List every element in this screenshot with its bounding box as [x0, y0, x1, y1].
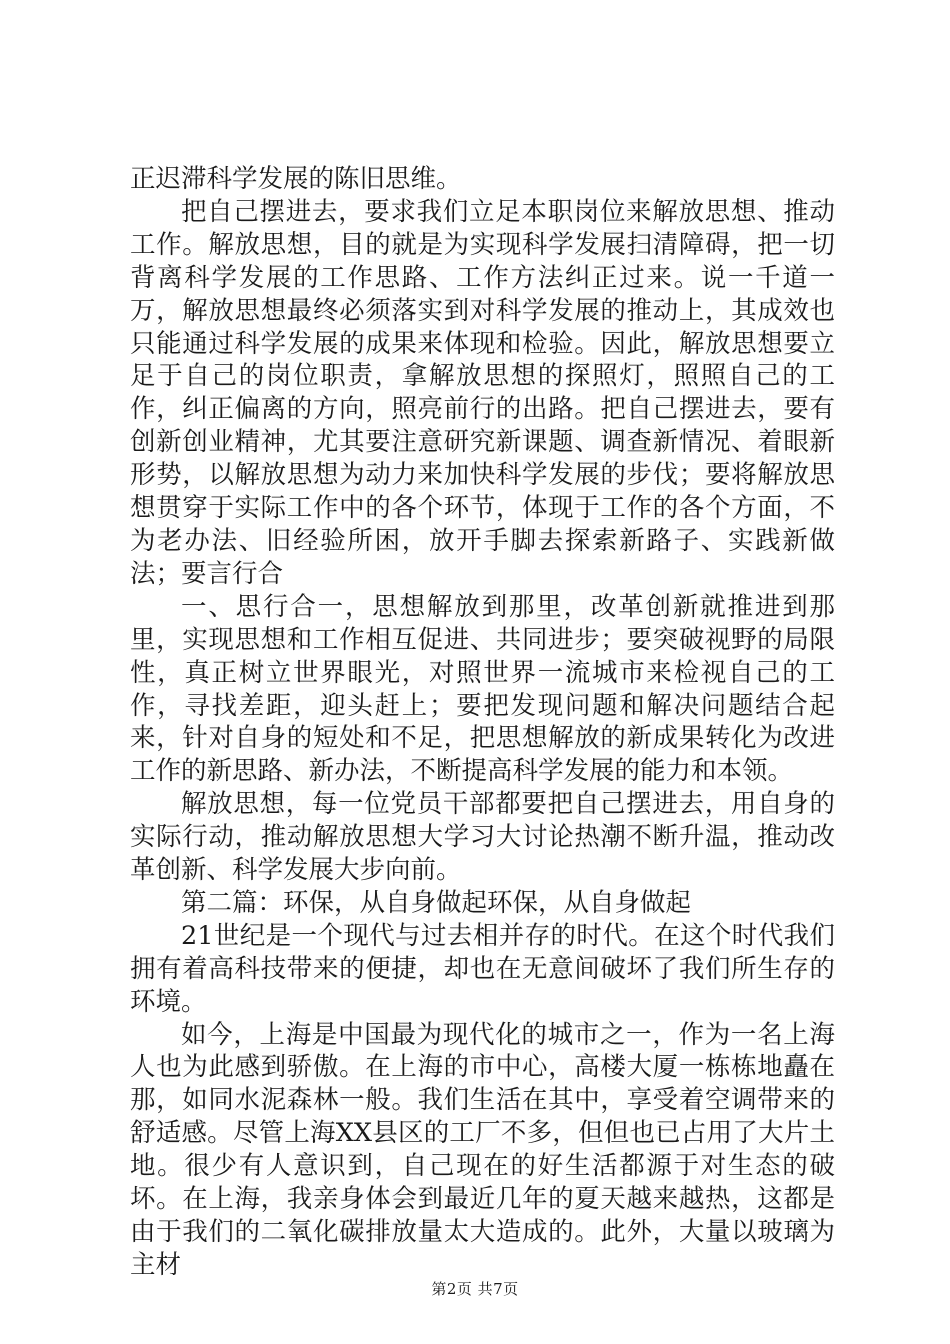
page-number-footer: 第2页 共7页: [431, 1280, 519, 1298]
paragraph-continuation: 正迟滞科学发展的陈旧思维。: [130, 164, 462, 194]
paragraph: 一、思行合一，思想解放到那里，改革创新就推进到那里，实现思想和工作相互促进、共同进步；要突破视野的局限性，真正树立世界眼光，对照世界一流城市来检视自己的工作，寻找差距，迎头赶上；要把发现问题和解决问题结合起来，针对自身的短处和不足，把思想解放的新成果转化为改进工作的新思路、新办法，不断提高科学发展的能力和本领。: [130, 591, 835, 787]
section-heading: 第二篇：环保，从自身做起环保，从自身做起: [181, 887, 692, 918]
document-body: [130, 163, 835, 1282]
paragraph: 解放思想，每一位党员干部都要把自己摆进去，用自身的实际行动，推动解放思想大学习大讨论热潮不断升温，推动改革创新、科学发展大步向前。: [130, 789, 835, 886]
paragraph: 把自己摆进去，要求我们立足本职岗位来解放思想、推动工作。解放思想，目的就是为实现科学发展扫清障碍，把一切背离科学发展的工作思路、工作方法纠正过来。说一千道一万，解放思想最终必须落实到对科学发展的推动上，其成效也只能通过科学发展的成果来体现和检验。因此，解放思想要立足于自己的岗位职责，拿解放思想的探照灯，照照自己的工作，纠正偏离的方向，照亮前行的出路。把自己摆进去，要有创新创业精神，尤其要注意研究新课题、调查新情况、着眼新形势，以解放思想为动力来加快科学发展的步伐；要将解放思想贯穿于实际工作中的各个环节，体现于工作的各个方面，不为老办法、旧经验所困，放开手脚去探索新路子、实践新做法；要言行合: [130, 196, 835, 589]
paragraph: 21世纪是一个现代与过去相并存的时代。在这个时代我们拥有着高科技带来的便捷，却也在无意间破坏了我们所生存的环境。: [130, 920, 835, 1017]
paragraph: 如今，上海是中国最为现代化的城市之一，作为一名上海人也为此感到骄傲。在上海的市中心，高楼大厦一栋栋地矗在那，如同水泥森林一般。我们生活在其中，享受着空调带来的舒适感。尽管上海XX县区的工厂不多，但但也已占用了大片土地。很少有人意识到，自己现在的好生活都源于对生态的破坏。在上海，我亲身体会到最近几年的夏天越来越热，这都是由于我们的二氧化碳排放量太大造成的。此外，大量以玻璃为主材: [130, 1019, 835, 1280]
